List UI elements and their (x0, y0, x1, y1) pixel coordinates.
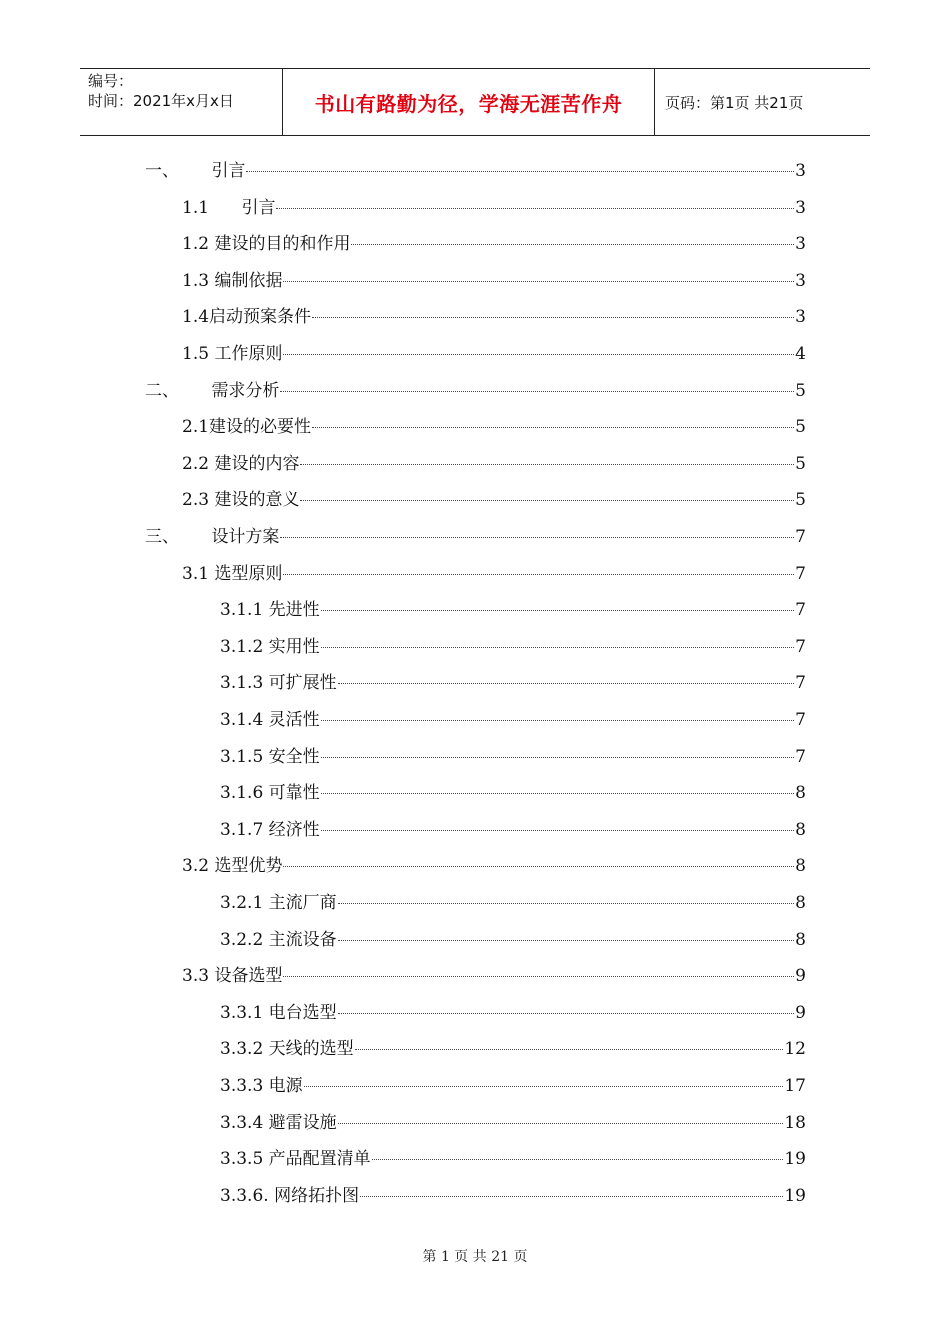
toc-entry[interactable] (145, 160, 806, 182)
toc-entry-title: 电台选型 (268, 1003, 337, 1023)
toc-entry-number: 3.1.2 (220, 637, 269, 657)
toc-entry-number: 一、 (145, 161, 212, 181)
toc-entry[interactable] (182, 270, 806, 292)
toc-entry[interactable] (182, 489, 806, 511)
toc-entry[interactable] (145, 380, 806, 402)
toc-entry[interactable] (220, 782, 806, 804)
toc-entry-title: 先进性 (268, 600, 320, 620)
toc-entry-number: 3.3.4 (220, 1113, 269, 1133)
toc-entry-page: 12 (784, 1039, 806, 1059)
toc-entry[interactable] (182, 453, 806, 475)
toc-entry-page: 3 (795, 234, 806, 254)
toc-entry[interactable] (220, 1148, 806, 1170)
toc-dot-leader (321, 720, 795, 721)
toc-entry[interactable] (220, 892, 806, 914)
toc-entry-title: 可扩展性 (268, 673, 337, 693)
toc-entry[interactable] (220, 1075, 806, 1097)
toc-entry[interactable] (220, 709, 806, 731)
toc-entry-number: 1.4 (182, 307, 210, 327)
toc-entry-number: 3.1.6 (220, 783, 269, 803)
toc-entry-title: 编制依据 (214, 271, 283, 291)
toc-entry-page: 17 (784, 1076, 806, 1096)
toc-entry-number: 2.1 (182, 417, 210, 437)
header-motto-cell (282, 69, 655, 135)
toc-entry-number: 3.2.2 (220, 930, 269, 950)
toc-entry-number: 三、 (145, 527, 212, 547)
toc-dot-leader (321, 610, 795, 611)
toc-dot-leader (338, 903, 795, 904)
toc-entry-title: 主流厂商 (268, 893, 337, 913)
toc-entry-number: 1.1 (182, 198, 242, 218)
header-page-label: 页码：第1页 共21页 (665, 93, 804, 112)
toc-entry-number: 3.1.4 (220, 710, 269, 730)
toc-dot-leader (280, 391, 794, 392)
toc-entry-title: 需求分析 (211, 381, 280, 401)
toc-entry[interactable] (220, 1038, 806, 1060)
toc-entry-page: 8 (795, 820, 806, 840)
toc-entry[interactable] (220, 929, 806, 951)
toc-dot-leader (372, 1159, 784, 1160)
toc-entry-number: 3.3 (182, 966, 215, 986)
toc-entry-title: 经济性 (268, 820, 320, 840)
header-number: 编号： (88, 72, 134, 90)
page-header (80, 68, 870, 136)
toc-entry-title: 启动预案条件 (209, 307, 312, 327)
toc-entry[interactable] (220, 599, 806, 621)
toc-dot-leader (283, 866, 794, 867)
toc-entry-title: 引言 (211, 161, 246, 181)
toc-entry-number: 3.2 (182, 856, 215, 876)
toc-entry[interactable] (220, 819, 806, 841)
toc-entry-title: 网络拓扑图 (274, 1186, 360, 1206)
toc-entry-number: 3.1.1 (220, 600, 269, 620)
toc-entry[interactable] (182, 563, 806, 585)
toc-entry[interactable] (182, 343, 806, 365)
toc-entry-title: 实用性 (268, 637, 320, 657)
toc-dot-leader (338, 683, 795, 684)
toc-entry-number: 3.1.3 (220, 673, 269, 693)
toc-entry[interactable] (220, 672, 806, 694)
toc-dot-leader (283, 281, 794, 282)
toc-entry-title: 安全性 (268, 747, 320, 767)
toc-dot-leader (321, 830, 795, 831)
toc-entry-page: 5 (795, 417, 806, 437)
toc-entry[interactable] (182, 855, 806, 877)
toc-entry[interactable] (182, 197, 806, 219)
toc-entry-number: 2.3 (182, 490, 215, 510)
toc-entry-page: 7 (795, 673, 806, 693)
toc-entry-number: 3.3.6. (220, 1186, 275, 1206)
toc-entry-page: 7 (795, 747, 806, 767)
toc-entry-number: 3.1.7 (220, 820, 269, 840)
toc-dot-leader (276, 208, 794, 209)
toc-entry-number: 3.3.1 (220, 1003, 269, 1023)
toc-entry-page: 8 (795, 856, 806, 876)
toc-entry-page: 3 (795, 271, 806, 291)
toc-entry-number: 3.2.1 (220, 893, 269, 913)
toc-entry[interactable] (145, 526, 806, 548)
toc-entry-page: 19 (784, 1149, 806, 1169)
toc-entry-title: 可靠性 (268, 783, 320, 803)
toc-dot-leader (321, 647, 795, 648)
toc-entry-number: 3.3.5 (220, 1149, 269, 1169)
toc-dot-leader (300, 500, 794, 501)
toc-entry-title: 引言 (241, 198, 276, 218)
toc-entry-page: 7 (795, 527, 806, 547)
toc-entry-page: 8 (795, 783, 806, 803)
toc-entry-number: 3.3.2 (220, 1039, 269, 1059)
header-page-cell (655, 69, 870, 135)
toc-dot-leader (321, 793, 795, 794)
toc-entry-title: 设备选型 (214, 966, 283, 986)
header-meta (80, 69, 282, 135)
toc-entry[interactable] (220, 1002, 806, 1024)
toc-entry-number: 二、 (145, 381, 212, 401)
toc-entry-title: 选型优势 (214, 856, 283, 876)
toc-entry-title: 设计方案 (211, 527, 280, 547)
toc-entry-number: 3.1 (182, 564, 215, 584)
toc-entry-title: 产品配置清单 (268, 1149, 371, 1169)
toc-entry-page: 4 (795, 344, 806, 364)
toc-entry[interactable] (182, 306, 806, 328)
toc-entry-title: 工作原则 (214, 344, 283, 364)
toc-dot-leader (338, 1123, 784, 1124)
toc-dot-leader (338, 1013, 795, 1014)
toc-entry-number: 2.2 (182, 454, 215, 474)
toc-entry[interactable] (220, 1112, 806, 1134)
toc-entry-number: 3.1.5 (220, 747, 269, 767)
toc-entry[interactable] (182, 965, 806, 987)
toc-entry-page: 8 (795, 930, 806, 950)
toc-entry-number: 1.3 (182, 271, 215, 291)
toc-entry-page: 9 (795, 1003, 806, 1023)
toc-dot-leader (304, 1086, 784, 1087)
toc-entry-title: 主流设备 (268, 930, 337, 950)
toc-dot-leader (338, 940, 795, 941)
toc-dot-leader (355, 1049, 784, 1050)
toc-entry-page: 3 (795, 307, 806, 327)
toc-entry-title: 建设的内容 (214, 454, 300, 474)
toc-dot-leader (360, 1196, 783, 1197)
toc-entry-page: 7 (795, 600, 806, 620)
toc-dot-leader (283, 574, 794, 575)
toc-entry-page: 3 (795, 161, 806, 181)
toc-dot-leader (351, 244, 794, 245)
toc-entry-page: 8 (795, 893, 806, 913)
toc-entry-title: 避雷设施 (268, 1113, 337, 1133)
toc-dot-leader (283, 354, 794, 355)
toc-entry-title: 灵活性 (268, 710, 320, 730)
toc-dot-leader (321, 757, 795, 758)
toc-entry-title: 建设的目的和作用 (214, 234, 351, 254)
header-time: 时间：2021年x月x日 (88, 92, 234, 110)
toc-entry-title: 天线的选型 (268, 1039, 354, 1059)
toc-entry-page: 5 (795, 381, 806, 401)
toc-dot-leader (280, 537, 794, 538)
header-motto: 书山有路勤为径，学海无涯苦作舟 (314, 91, 623, 116)
toc-entry-page: 7 (795, 637, 806, 657)
toc-dot-leader (300, 464, 794, 465)
toc-dot-leader (283, 976, 794, 977)
toc-entry[interactable] (220, 746, 806, 768)
toc-entry-page: 18 (784, 1113, 806, 1133)
toc-entry[interactable] (182, 233, 806, 255)
toc-dot-leader (312, 427, 794, 428)
toc-entry-number: 3.3.3 (220, 1076, 269, 1096)
toc-entry-title: 建设的必要性 (209, 417, 312, 437)
toc-entry-number: 1.2 (182, 234, 215, 254)
toc-entry-number: 1.5 (182, 344, 215, 364)
toc-entry-page: 5 (795, 454, 806, 474)
toc-entry[interactable] (220, 636, 806, 658)
toc-entry-page: 3 (795, 198, 806, 218)
toc-entry-page: 7 (795, 710, 806, 730)
toc-entry-page: 19 (784, 1186, 806, 1206)
toc-entry-page: 5 (795, 490, 806, 510)
page-footer: 第 1 页 共 21 页 (422, 1249, 528, 1265)
toc-dot-leader (312, 317, 794, 318)
toc-entry[interactable] (220, 1185, 806, 1207)
toc-entry-title: 建设的意义 (214, 490, 300, 510)
toc-entry-page: 7 (795, 564, 806, 584)
toc-dot-leader (246, 171, 794, 172)
toc-entry-title: 电源 (268, 1076, 303, 1096)
toc-entry-page: 9 (795, 966, 806, 986)
toc-entry[interactable] (182, 416, 806, 438)
toc-entry-title: 选型原则 (214, 564, 283, 584)
